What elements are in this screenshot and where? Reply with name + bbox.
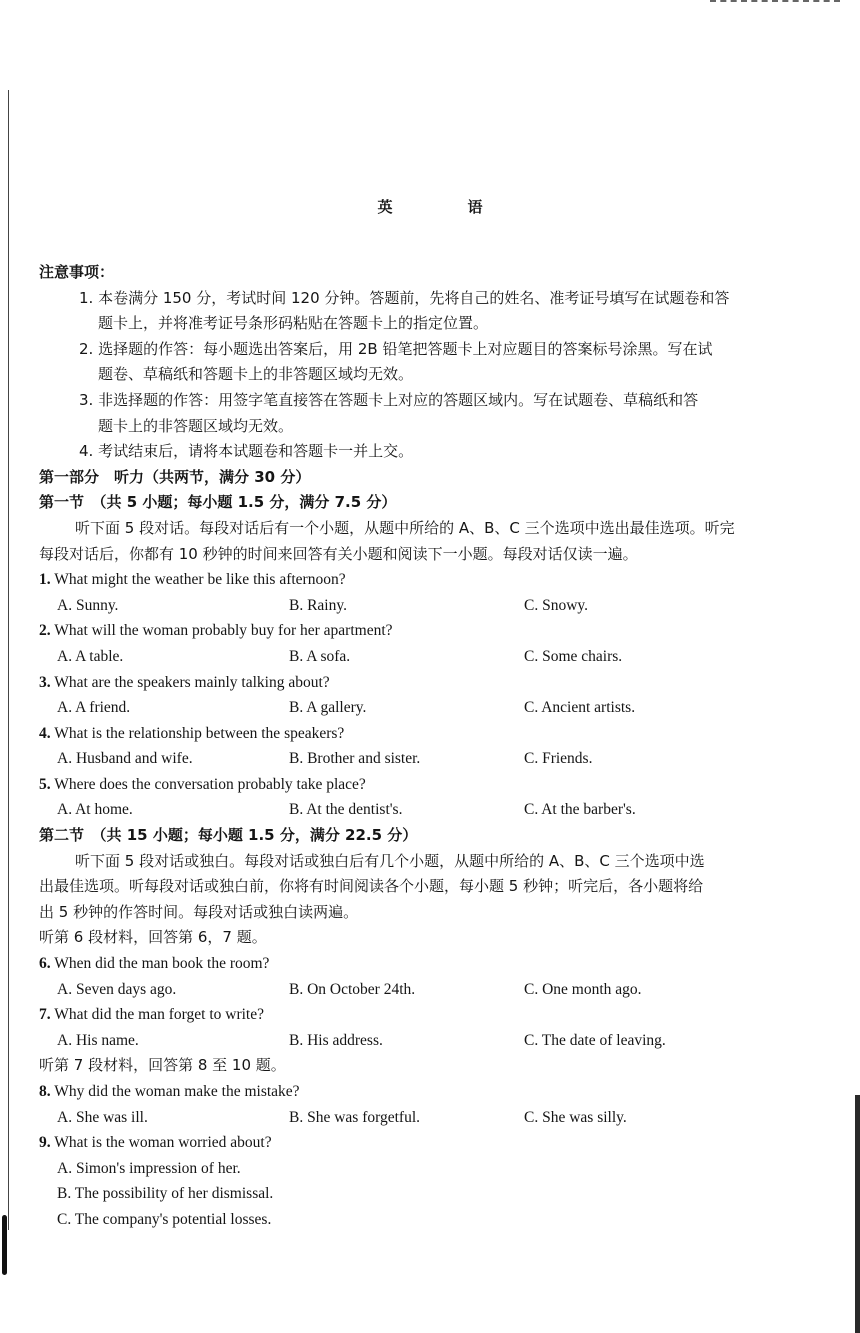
option-c: C. The company's potential losses. — [57, 1210, 272, 1228]
option-c: C. Snowy. — [524, 596, 589, 614]
option-a: A. A table. — [57, 647, 124, 665]
question-options — [39, 1028, 839, 1054]
option-a: A. She was ill. — [57, 1108, 148, 1126]
section2-instruction: 听下面 5 段对话或独白。每段对话或独白后有几个小题，从题中所给的 A、B、C 三个选项中选 — [75, 851, 705, 870]
question-options — [39, 746, 839, 772]
question-number: 2. — [39, 622, 51, 640]
question-number: 8. — [39, 1083, 51, 1100]
notice-line: 题卷、草稿纸和答题卡上的非答题区域均无效。 — [98, 365, 414, 384]
option-b: B. Rainy. — [289, 596, 347, 614]
section1-heading: 第一节 （共 5 小题；每小题 1.5 分，满分 7.5 分） — [39, 493, 397, 512]
scan-artifact-top — [710, 0, 840, 6]
question-number: 7. — [39, 1006, 51, 1024]
notice-heading: 注意事项： — [39, 263, 115, 281]
question-number: 3. — [39, 673, 51, 691]
question-options — [39, 695, 839, 721]
question-stem — [39, 1002, 839, 1028]
option-a: A. Simon's impression of her. — [57, 1159, 241, 1177]
notice-line: 3. 非选择题的作答：用签字笔直接答在答题卡上对应的答题区域内。写在试题卷、草稿纸和答 — [79, 390, 699, 409]
section1-instruction: 每段对话后，你都有 10 秒钟的时间来回答有关小题和阅读下一小题。每段对话仅读一遍。 — [39, 544, 638, 563]
question-options — [39, 593, 839, 619]
notice-line: 1. 本卷满分 150 分，考试时间 120 分钟。答题前，先将自己的姓名、准考证号填写在试题卷和答 — [79, 288, 730, 307]
question-stem — [39, 567, 839, 593]
question-text: What is the relationship between the speakers? — [50, 724, 345, 742]
option-b: B. A gallery. — [289, 699, 367, 717]
binding-line — [8, 90, 9, 1230]
question-number: 1. — [39, 571, 51, 589]
scan-edge-shadow — [855, 1095, 860, 1333]
question-stem — [39, 1079, 839, 1105]
option-a: A. At home. — [57, 801, 133, 819]
option-b: B. A sofa. — [289, 647, 351, 665]
question-text: Why did the woman make the mistake? — [50, 1083, 300, 1100]
option-c: C. She was silly. — [524, 1108, 627, 1126]
question-options — [39, 1105, 839, 1131]
question-text: What will the woman probably buy for her apartment? — [50, 622, 393, 640]
option-b: B. Brother and sister. — [289, 750, 421, 768]
question-options — [39, 797, 839, 823]
question-options — [39, 644, 839, 670]
option-b: B. The possibility of her dismissal. — [57, 1185, 274, 1203]
page-title: 英 语 — [377, 198, 513, 216]
question-number: 9. — [39, 1134, 51, 1152]
option-a: A. His name. — [57, 1031, 139, 1049]
option-c: C. One month ago. — [524, 980, 642, 998]
question-stem — [39, 721, 839, 747]
notice-line: 题卡上的非答题区域均无效。 — [98, 416, 294, 435]
option-c: C. At the barber's. — [524, 801, 636, 819]
question-number: 6. — [39, 955, 51, 973]
option-a: A. Sunny. — [57, 596, 119, 614]
option-b: B. At the dentist's. — [289, 801, 403, 819]
option-b: B. On October 24th. — [289, 980, 416, 998]
question-text: What might the weather be like this afternoon? — [50, 571, 346, 589]
section1-instruction: 听下面 5 段对话。每段对话后有一个小题，从题中所给的 A、B、C 三个选项中选出最佳选项。听完 — [75, 518, 735, 537]
option-c: C. The date of leaving. — [524, 1031, 666, 1049]
question-options — [39, 977, 839, 1003]
option-c: C. Friends. — [524, 750, 593, 768]
section2-heading: 第二节 （共 15 小题；每小题 1.5 分，满分 22.5 分） — [39, 826, 418, 845]
option-b: B. She was forgetful. — [289, 1108, 421, 1126]
material-7-note: 听第 7 段材料，回答第 8 至 10 题。 — [39, 1056, 286, 1075]
question-text: Where does the conversation probably take place? — [50, 775, 366, 793]
exam-content — [39, 260, 839, 1233]
option-a: A. Husband and wife. — [57, 750, 193, 768]
notice-line: 2. 选择题的作答：每小题选出答案后，用 2B 铅笔把答题卡上对应题目的答案标号涂黑。写在试 — [79, 339, 713, 358]
question-stem — [39, 618, 839, 644]
question-stem — [39, 1130, 839, 1156]
question-text: What is the woman worried about? — [50, 1134, 272, 1152]
material-6-note: 听第 6 段材料，回答第 6，7 题。 — [39, 928, 267, 947]
question-text: When did the man book the room? — [50, 955, 270, 973]
question-number: 4. — [39, 724, 51, 742]
question-number: 5. — [39, 775, 51, 793]
notice-line: 题卡上，并将准考证号条形码粘贴在答题卡上的指定位置。 — [98, 314, 489, 333]
part1-heading: 第一部分 听力（共两节，满分 30 分） — [39, 467, 311, 486]
question-stem — [39, 772, 839, 798]
question-stem — [39, 670, 839, 696]
question-stem — [39, 951, 839, 977]
section2-instruction: 出最佳选项。听每段对话或独白前，你将有时间阅读各个小题，每小题 5 秒钟；听完后，各小题将给 — [39, 877, 704, 896]
option-c: C. Ancient artists. — [524, 699, 636, 717]
notice-line: 4. 考试结束后，请将本试题卷和答题卡一并上交。 — [79, 442, 414, 461]
option-c: C. Some chairs. — [524, 647, 623, 665]
question-text: What did the man forget to write? — [50, 1006, 264, 1024]
binding-mark — [2, 1215, 7, 1275]
option-a: A. Seven days ago. — [57, 980, 177, 998]
question-text: What are the speakers mainly talking about? — [50, 673, 330, 691]
option-b: B. His address. — [289, 1031, 383, 1049]
option-a: A. A friend. — [57, 699, 131, 717]
section2-instruction: 出 5 秒钟的作答时间。每段对话或独白读两遍。 — [39, 902, 359, 921]
